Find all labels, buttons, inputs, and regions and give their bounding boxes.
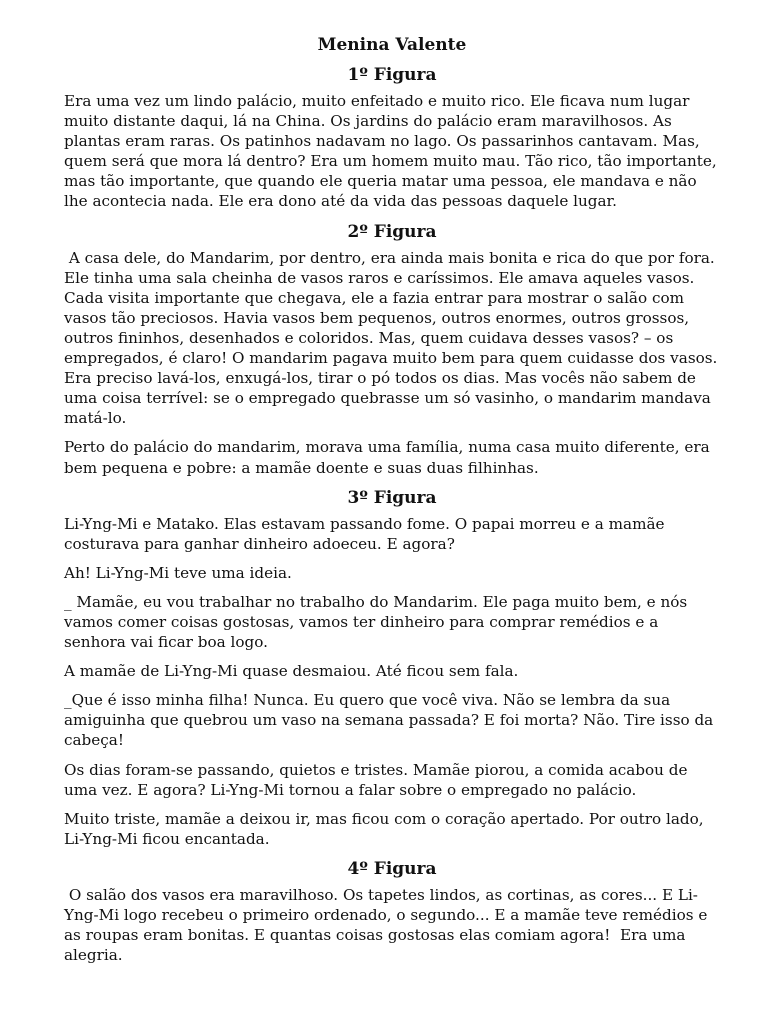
- section-figura-1: [64, 64, 720, 212]
- section-heading: 2º Figura: [347, 221, 437, 242]
- paragraph: Ah! Li-Yng-Mi teve uma ideia.: [64, 563, 292, 582]
- section-figura-2: [64, 221, 723, 478]
- paragraph: A casa dele, do Mandarim, por dentro, era ainda mais bonita e rica do que por fora. Ele tinha uma sala cheinha de vasos raros e caríssimos. Ele amava aqueles vasos. Cada visita importante que chegava, ele a fazia entrar para mostrar o salão com vasos tão preciosos. Havia vasos bem pequenos, outros enormes, outros grossos, outros fininhos, desenhados e coloridos. Mas, quem cuidava desses vasos? – os empregados, é claro! O mandarim pagava muito bem para quem cuidasse dos vasos. Era preciso lavá-los, enxugá-los, tirar o pó todos os dias. Mas vocês não sabem de uma coisa terrível: se o empregado quebrasse um só vasinho, o mandarim mandava matá-lo.: [64, 248, 723, 428]
- section-heading: 3º Figura: [347, 487, 437, 508]
- section-heading: 4º Figura: [347, 858, 437, 879]
- paragraph: Os dias foram-se passando, quietos e tristes. Mamãe piorou, a comida acabou de uma vez. E agora? Li-Yng-Mi tornou a falar sobre o empregado no palácio.: [64, 760, 688, 799]
- paragraph: Perto do palácio do mandarim, morava uma família, numa casa muito diferente, era bem pequena e pobre: a mamãe doente e suas duas filhinhas.: [64, 438, 710, 477]
- section-heading: 1º Figura: [347, 65, 437, 85]
- paragraph: _ Mamãe, eu vou trabalhar no trabalho do Mandarim. Ele paga muito bem, e nós vamos comer coisas gostosas, vamos ter dinheiro para comprar remédios e a senhora vai ficar boa logo.: [64, 592, 688, 652]
- paragraph: Muito triste, mamãe a deixou ir, mas ficou com o coração apertado. Por outro lado, Li-Yng-Mi ficou encantada.: [64, 809, 704, 848]
- paragraph: A mamãe de Li-Yng-Mi quase desmaiou. Até ficou sem fala.: [64, 662, 519, 681]
- paragraph: O salão dos vasos era maravilhoso. Os tapetes lindos, as cortinas, as cores... E Li-Yng-Mi logo recebeu o primeiro ordenado, o segundo... E a mamãe teve remédios e as roupas eram bonitas. E quantas coisas gostosas elas comiam agora! Era uma alegria.: [64, 885, 713, 965]
- section-figura-4: [64, 858, 720, 965]
- paragraph: _Que é isso minha filha! Nunca. Eu quero que você viva. Não se lembra da sua amiguinha que quebrou um vaso na semana passada? E foi morta? Não. Tire isso da cabeça!: [64, 691, 714, 750]
- section-figura-3: [64, 487, 720, 849]
- paragraph: Li-Yng-Mi e Matako. Elas estavam passando fome. O papai morreu e a mamãe costurava para ganhar dinheiro adoeceu. E agora?: [64, 514, 665, 553]
- document-title: Menina Valente: [317, 35, 467, 55]
- paragraph: Era uma vez um lindo palácio, muito enfeitado e muito rico. Ele ficava num lugar muito distante daqui, lá na China. Os jardins do palácio eram maravilhosos. As plantas eram raras. Os patinhos nadavam no lago. Os passarinhos cantavam. Mas, quem será que mora lá dentro? Era um homem muito mau. Tão rico, tão importante, mas tão importante, que quando ele queria matar uma pessoa, ele mandava e não lhe acontecia nada. Ele era dono até da vida das pessoas daquele lugar.: [64, 92, 717, 211]
